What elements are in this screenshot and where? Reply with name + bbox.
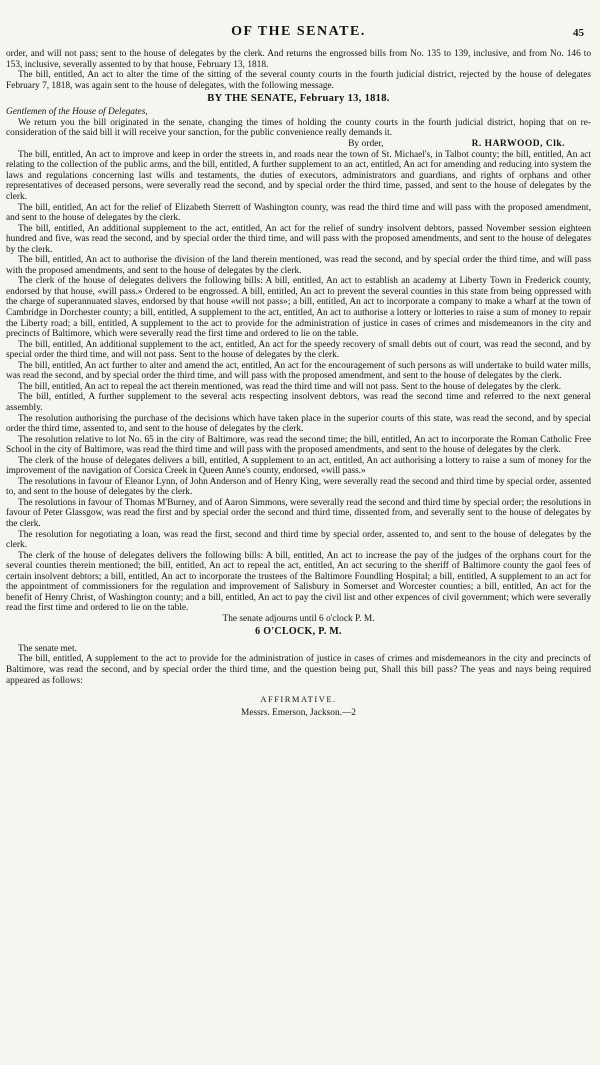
intro-paragraph: The bill, entitled, An act to alter the time of the sitting of the several county courts in the fourth judicial district, rejected by the house of delegates February 7, 1818, was again sent to the house of delegates, with the following message. <box>6 70 591 91</box>
senate-met-line: The senate met. <box>18 643 77 654</box>
message-body: We return you the bill originated in the senate, changing the times of holding the county courts in the fourth judicial district, hoping that on re-consideration of the said bill it will receive your sanction, for the public convenience really demands it. <box>6 117 591 139</box>
message-signature-row <box>6 139 591 150</box>
message-salutation: Gentlemen of the House of Delegates, <box>6 107 148 118</box>
vote-heading: AFFIRMATIVE. <box>260 694 337 705</box>
proceeding-paragraph: The bill, entitled, An act for the relief of Elizabeth Sterrett of Washington county, was read the third time and will pass with the proposed amendment, and sent to the house of delegates by the clerk. <box>6 202 591 224</box>
evening-session-heading: 6 O'CLOCK, P. M. <box>255 625 342 637</box>
intro-paragraph: order, and will not pass; sent to the house of delegates by the clerk. And returns the engrossed bills from No. 135 to 139, inclusive, and from No. 146 to 153, inclusive, severally assented to by that house, February 13, 1818. <box>6 49 591 70</box>
proceeding-paragraph: The resolutions in favour of Thomas M'Burney, and of Aaron Simmons, were severally read the second and third time by special order; the resolutions in favour of Peter Glassgow, was read the first and by special order the second and third time, dissented from, and severally sent to the house of delegates by the clerk. <box>6 497 591 529</box>
message-heading: BY THE SENATE, February 13, 1818. <box>207 93 390 105</box>
proceeding-paragraph: The clerk of the house of delegates delivers the following bills: A bill, entitled, An act to increase the pay of the judges of the orphans court for the several counties therein mentioned; the bill, entitled, An act to repeal the act, entitled, An act securing to the sheriff of Baltimore county the gaol fees of certain insolvent debtors; a bill, entitled, An act to incorporate the trustees of the Baltimore Foundling Hospital; a bill, entitled, A supplement to an act for the appointment of commissioners for the regulation and improvement of Salisbury in Somerset and Worcester counties; a bill, entitled, An act for the benefit of Henry Christ, of Washington county; and a bill, entitled, An act to pay the civil list and other expences of civil government; which were severally read the first time and ordered to lie on the table. <box>6 550 591 614</box>
proceeding-paragraph: The bill, entitled, An act to improve and keep in order the streets in, and roads near the town of St. Michael's, in Talbot county; the bill, entitled, An act relating to the collection of the public arms, and the bill, entitled, A further supplement to an act, entitled, An act for amending and reducing into system the laws and regulations concerning last wills and testaments, the duties of executors, administrators and guardians, and rights of orphans and other representatives of deceased persons, were severally read the second, and by special order the third time, passed, and sent to the house of delegates by the clerk. <box>6 149 591 203</box>
proceeding-paragraph: The bill, entitled, A further supplement to the several acts respecting insolvent debtors, was read the second time and referred to the next general assembly. <box>6 392 591 413</box>
proceeding-paragraph: The bill, entitled, An act to authorise the division of the land therein mentioned, was read the second, and by special order the third time, and will pass with the proposed amendments, and sent to the house of delegates by the clerk. <box>6 255 591 276</box>
proceeding-paragraph: The clerk of the house of delegates delivers a bill, entitled, A supplement to an act, entitled, An act authorising a lottery to raise a sum of money for the improvement of the navigation of Corsica Creek in Queen Anne's county, endorsed, «will pass.» <box>6 455 591 477</box>
proceeding-paragraph: The bill, entitled, An additional supplement to the act, entitled, An act for the speedy recovery of small debts out of court, was read the second, and by special order the third time, and will not pass. Sent to the house of delegates by the clerk. <box>6 339 591 361</box>
evening-bill-paragraph: The bill, entitled, A supplement to the act to provide for the administration of justice in cases of crimes and misdemeanors in the city and precincts of Baltimore, was read the second, and by special order the third time, and the question being put, Shall this bill pass? The yeas and nays being required appeared as follows: <box>6 654 591 686</box>
proceeding-paragraph: The bill, entitled, An act to repeal the act therein mentioned, was read the third time and will not pass. Sent to the house of delegates by the clerk. <box>18 381 562 392</box>
affirmative-names: Messrs. Emerson, Jackson.—2 <box>241 708 356 719</box>
proceeding-paragraph: The bill, entitled, An additional supplement to the act, entitled, An act for the relief of sundry insolvent debtors, passed November session eighteen hundred and five, was read the second, and by special order the third time, and will pass with the proposed amendments, and sent to the house of delegates by the clerk. <box>6 223 591 255</box>
by-order-label: By order, <box>348 138 384 149</box>
running-head: OF THE SENATE. <box>231 24 366 39</box>
adjournment-line: The senate adjourns until 6 o'clock P. M. <box>222 613 375 624</box>
page-number: 45 <box>573 27 584 39</box>
proceeding-paragraph: The clerk of the house of delegates delivers the following bills: A bill, entitled, An act to establish an academy at Liberty Town in Frederick county, endorsed by that house, «will pass.» Ordered to be engrossed. A bill, entitled, An act to prevent the several counties in this state from being oppressed with the charge of superannuated slaves, endorsed by that house «will not pass»; a bill, entitled, An act to incorporate a company to make a wharf at the town of Cambridge in Dorchester county; a bill, entitled, A supplement to the act, entitled, An act to authorise a lottery or lotteries to raise a sum of money to repair the Liberty road; a bill, entitled, A supplement to the act to provide for the administration of justice in cases of crimes and misdemeanors in the city and precincts of Baltimore, which were severally read the first time and ordered to lie on the table. <box>6 276 591 340</box>
proceeding-paragraph: The resolution authorising the purchase of the decisions which have taken place in the superior courts of this state, was read the second, and by special order the third time, assented to, and sent to the house of delegates by the clerk. <box>6 413 591 435</box>
proceeding-paragraph: The resolution for negotiating a loan, was read the first, second and third time by special order, assented to, and sent to the house of delegates by the clerk. <box>6 529 591 551</box>
clerk-signature: R. HARWOOD, Clk. <box>471 138 565 149</box>
proceeding-paragraph: The bill, entitled, An act further to alter and amend the act, entitled, An act for the encouragement of such persons as will undertake to build water mills, was read the second, and by special order the third time, and will pass with the proposed amendment, and sent to the house of delegates by the clerk. <box>6 360 591 382</box>
proceeding-paragraph: The resolution relative to lot No. 65 in the city of Baltimore, was read the second time; the bill, entitled, An act to incorporate the Roman Catholic Free School in the city of Baltimore, was read the third time and will pass with the proposed amendments, and sent to the house of delegates by the clerk. <box>6 434 591 456</box>
proceeding-paragraph: The resolutions in favour of Eleanor Lynn, of John Anderson and of Henry King, were severally read the second and third time by special order, assented to, and sent to the house of delegates by the clerk. <box>6 476 591 498</box>
